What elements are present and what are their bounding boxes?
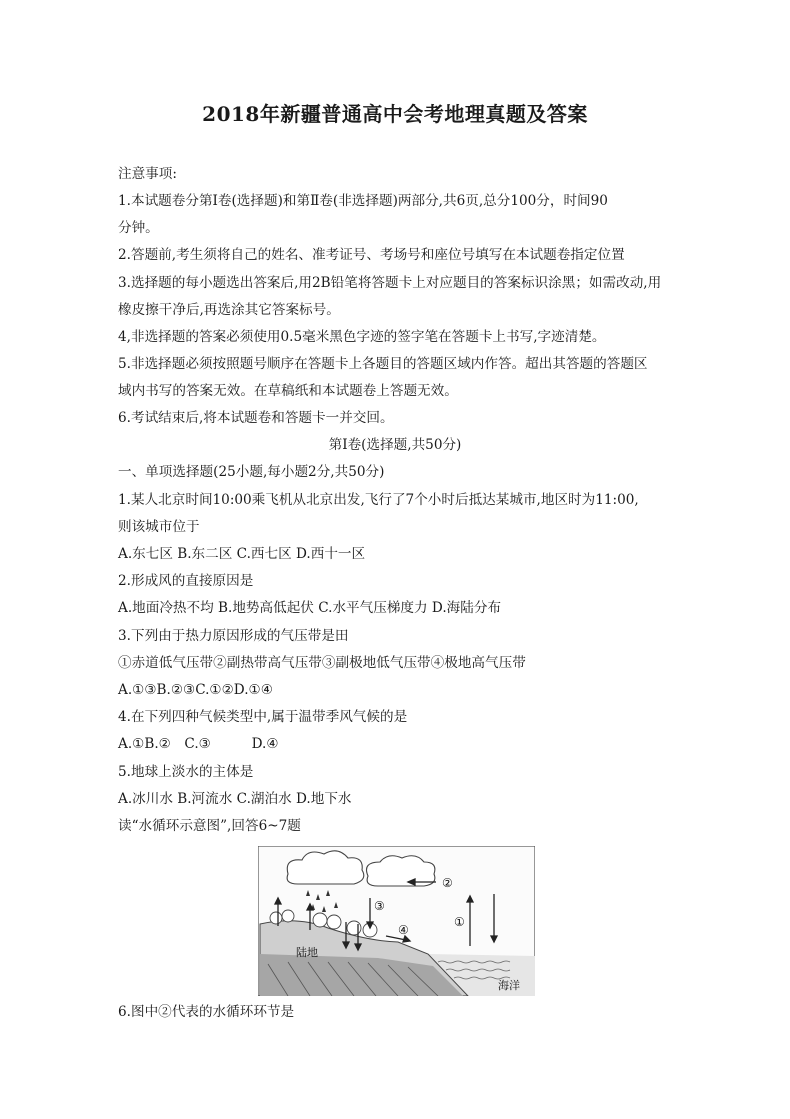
part1-heading: 第Ⅰ卷(选择题,共50分): [328, 437, 462, 453]
label-3: ③: [374, 899, 385, 913]
notice-item: 橡皮擦干净后,再选涂其它答案标号。: [118, 302, 340, 318]
question-3-options: A.①③B.②③C.①②D.①④: [118, 682, 273, 698]
notice-item: 6.考试结束后,将本试题卷和答题卡一并交回。: [118, 410, 394, 426]
label-2: ②: [442, 876, 453, 890]
question-1-stem: 1.某人北京时间10:00乘飞机从北京出发,飞行了7个小时后抵达某城市,地区时为11:00,: [118, 492, 639, 508]
notice-heading: 注意事项:: [118, 166, 177, 182]
question-5-options: A.冰川水 B.河流水 C.湖泊水 D.地下水: [118, 791, 352, 807]
question-5-stem: 5.地球上淡水的主体是: [118, 764, 254, 780]
label-1: ①: [454, 915, 465, 929]
read-prompt: 读“水循环示意图”,回答6~7题: [118, 818, 301, 834]
notice-item: 3.选择题的每小题选出答案后,用2B铅笔将答题卡上对应题目的答案标识涂黑；如需改动,用: [118, 275, 662, 291]
land-label: 陆地: [296, 946, 318, 959]
question-2-stem: 2.形成风的直接原因是: [118, 573, 254, 589]
notice-item: 域内书写的答案无效。在草稿纸和本试题卷上答题无效。: [118, 383, 458, 399]
notice-item: 5.非选择题必须按照题号顺序在答题卡上各题目的答题区域内作答。超出其答题的答题区: [118, 356, 648, 372]
notice-item: 1.本试题卷分第Ⅰ卷(选择题)和第Ⅱ卷(非选择题)两部分,共6页,总分100分，时间90: [118, 193, 608, 209]
page-title: 2018年新疆普通高中会考地理真题及答案: [202, 102, 588, 126]
notice-item: 分钟。: [118, 220, 159, 236]
question-4-options: A.①B.② C.③ D.④: [118, 736, 279, 752]
question-2-options: A.地面冷热不均 B.地势高低起伏 C.水平气压梯度力 D.海陆分布: [118, 600, 502, 616]
label-4: ④: [398, 923, 409, 937]
notice-item: 4,非选择题的答案必须使用0.5毫米黑色字迹的签字笔在答题卡上书写,字迹清楚。: [118, 329, 606, 345]
section-heading: 一、单项选择题(25小题,每小题2分,共50分): [118, 464, 385, 480]
sea-label: 海洋: [498, 979, 520, 992]
notice-item: 2.答题前,考生须将自己的姓名、准考证号、考场号和座位号填写在本试题卷指定位置: [118, 247, 625, 263]
question-3-stem-cont: ①赤道低气压带②副热带高气压带③副极地低气压带④极地高气压带: [118, 655, 526, 671]
question-1-options: A.东七区 B.东二区 C.西七区 D.西十一区: [118, 546, 366, 562]
water-cycle-diagram: [258, 846, 535, 996]
question-4-stem: 4.在下列四种气候类型中,属于温带季风气候的是: [118, 709, 408, 725]
question-1-stem-cont: 则该城市位于: [118, 519, 200, 535]
question-3-stem: 3.下列由于热力原因形成的气压带是田: [118, 628, 349, 644]
question-6-stem: 6.图中②代表的水循环环节是: [118, 1004, 295, 1020]
